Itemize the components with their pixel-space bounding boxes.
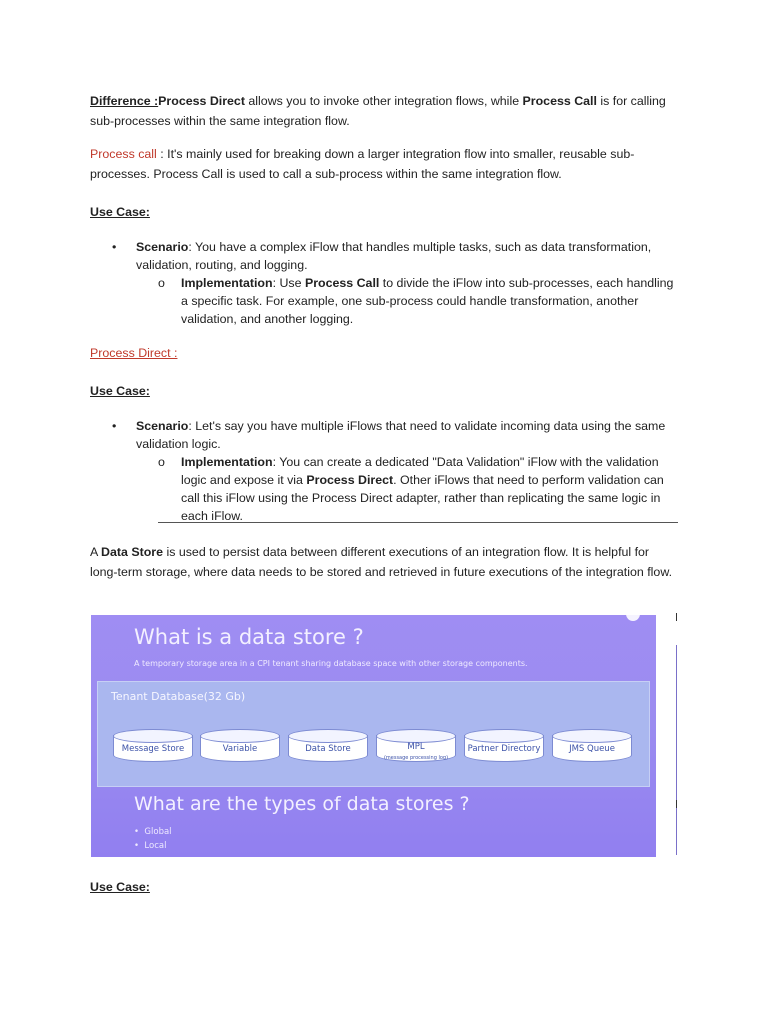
implementation-body-2: to divide the iFlow into sub-processes, each handling a specific task. For example, one sub-process could handle transformation, another validation, and another logging. <box>181 276 674 326</box>
difference-text-1: allows you to invoke other integration flows, while <box>244 94 523 108</box>
scenario-label: Scenario <box>136 240 189 254</box>
scenario-body: : Let's say you have multiple iFlows that need to validate incoming data using the same validation logic. <box>136 419 666 451</box>
implementation-term: Process Direct <box>306 473 394 487</box>
cylinder-partner-directory <box>464 729 544 765</box>
sub-bullet-icon: o <box>158 276 165 290</box>
data-store-term: Data Store <box>101 545 164 559</box>
process-direct-label: Process Direct : <box>90 346 178 360</box>
difference-paragraph <box>90 92 680 131</box>
scenario-text <box>136 417 681 453</box>
process-call-label: Process call <box>90 147 157 161</box>
process-call-text: : It's mainly used for breaking down a larger integration flow into smaller, reusable sub-processes. Process Call is used to call a sub-process within the same integration flow. <box>90 147 635 181</box>
store-label: Variable <box>222 744 258 754</box>
bullet-icon: • <box>112 419 117 433</box>
data-store-text-2: is used to persist data between different executions of an integration flow. It is helpful for long-term storage, where data needs to be stored and retrieved in future executions of the integration flow. <box>90 545 673 579</box>
data-store-paragraph <box>90 543 680 582</box>
store-label: Partner Directory <box>467 744 541 754</box>
slide-edge-tick <box>676 613 677 621</box>
cylinder-top <box>552 729 632 743</box>
process-direct-term: Process Direct <box>158 94 245 108</box>
bullet-icon: • <box>112 240 117 254</box>
scenario-body: : You have a complex iFlow that handles multiple tasks, such as data transformation, validation, routing, and logging. <box>136 240 652 272</box>
store-label: Data Store <box>305 744 351 754</box>
slide-edge-mark <box>676 645 677 855</box>
use-case-heading-text: Use Case: <box>90 205 150 219</box>
implementation-body-2: . Other iFlows that need to perform validation can call this iFlow using the Process Direct adapter, rather than replicating the same logic in each iFlow. <box>181 473 664 523</box>
cylinder-variable <box>200 729 280 765</box>
type-label: Local <box>144 841 167 851</box>
use-case-heading-2 <box>90 382 680 402</box>
implementation-text <box>181 453 681 525</box>
store-label: Message Store <box>121 744 185 754</box>
sub-bullet-icon: o <box>158 455 165 469</box>
implementation-label: Implementation <box>181 455 273 469</box>
slide-subtitle: A temporary storage area in a CPI tenant sharing database space with other storage components. <box>134 659 528 668</box>
data-store-text-1: A <box>90 545 102 559</box>
cylinder-jms-queue <box>552 729 632 765</box>
cylinder-message-store <box>113 729 193 765</box>
cylinder-top <box>464 729 544 743</box>
implementation-text <box>181 274 681 328</box>
data-store-slide-image <box>91 615 656 857</box>
implementation-label: Implementation <box>181 276 273 290</box>
use-case-heading-3 <box>90 878 680 898</box>
cylinder-top <box>288 729 368 743</box>
scenario-text <box>136 238 681 274</box>
tenant-database-title: Tenant Database(32 Gb) <box>111 690 246 703</box>
implementation-body-1: : You can create a dedicated "Data Validation" iFlow with the validation logic and expose it via <box>181 455 659 487</box>
mpl-note: (message processing log) <box>383 755 449 761</box>
divider <box>158 522 678 523</box>
type-item-local: • Local <box>134 841 167 851</box>
cylinder-mpl <box>376 729 456 765</box>
process-call-term: Process Call <box>522 94 597 108</box>
use-case-heading-text: Use Case: <box>90 384 150 398</box>
cylinder-top <box>200 729 280 743</box>
type-item-global: • Global <box>134 827 172 837</box>
slide-corner-mark <box>626 615 640 621</box>
process-call-paragraph <box>90 145 680 184</box>
slide-types-title: What are the types of data stores ? <box>134 793 470 815</box>
use-case-heading-text: Use Case: <box>90 880 150 894</box>
cylinder-top <box>113 729 193 743</box>
difference-text-2: is for calling sub-processes within the same integration flow. <box>90 94 666 128</box>
cylinder-data-store <box>288 729 368 765</box>
type-label: Global <box>144 827 172 837</box>
slide-title: What is a data store ? <box>134 625 364 649</box>
store-label: JMS Queue <box>569 744 615 754</box>
implementation-term: Process Call <box>304 276 380 290</box>
implementation-body-1: : Use <box>272 276 305 290</box>
use-case-heading-1 <box>90 203 680 223</box>
scenario-label: Scenario <box>136 419 189 433</box>
slide-edge-tick <box>676 800 677 808</box>
cylinder-top <box>376 729 456 743</box>
difference-label: Difference : <box>90 94 159 108</box>
store-label: MPL <box>407 742 425 752</box>
process-direct-heading <box>90 344 680 364</box>
